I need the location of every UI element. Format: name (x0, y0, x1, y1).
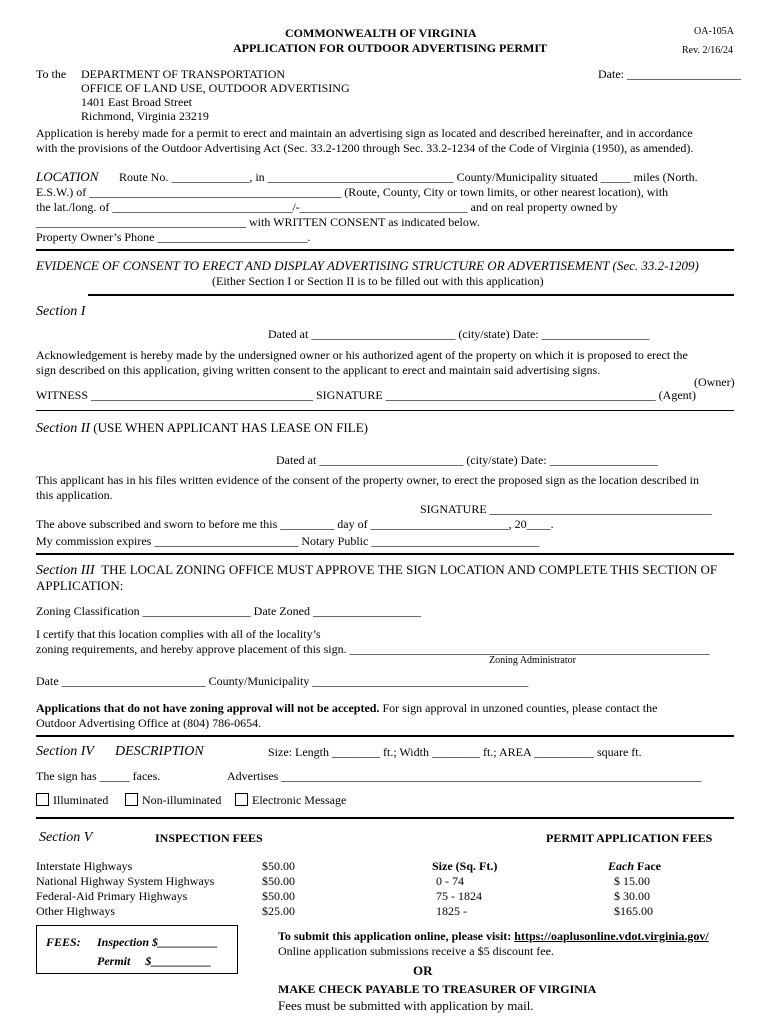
inspection-fees-title: INSPECTION FEES (155, 831, 263, 845)
face-header-rest: Face (634, 859, 661, 873)
form-code: OA-105A (694, 26, 734, 37)
section3-heading-line2: APPLICATION: (36, 578, 124, 593)
online-discount-note: Online application submissions receive a $5 discount fee. (278, 944, 554, 958)
evidence-heading: EVIDENCE OF CONSENT TO ERECT AND DISPLAY ADVERTISING STRUCTURE OR ADVERTISEMENT (Sec. 33.2-1209) (36, 258, 699, 273)
location-line1[interactable]: Route No. _____________, in _______________________________ County/Municipality situated _____ miles (North. (119, 170, 698, 184)
inspection-row-fee: $50.00 (262, 874, 295, 888)
commission-field[interactable]: My commission expires ________________________ Notary Public ____________________________ (36, 534, 540, 548)
zoning-classification-field[interactable]: Zoning Classification __________________ Date Zoned __________________ (36, 604, 421, 618)
date-field[interactable]: Date: ___________________ (598, 67, 741, 81)
permit-row-fee: $ 30.00 (614, 889, 650, 903)
illuminated-option[interactable] (36, 793, 108, 806)
evidence-subheading: (Either Section I or Section II is to be filled out with this application) (212, 274, 544, 288)
permit-row-fee: $ 15.00 (614, 874, 650, 888)
section3-date-field[interactable]: Date ________________________ County/Municipality ____________________________________ (36, 674, 529, 688)
form-title-line1: COMMONWEALTH OF VIRGINIA (285, 26, 477, 40)
inspection-fee-field[interactable]: Inspection $__________ (97, 935, 219, 949)
location-label: LOCATION (36, 169, 99, 184)
section1-dated-field[interactable]: Dated at ________________________ (city/state) Date: __________________ (268, 327, 650, 341)
section2-signature-field[interactable]: SIGNATURE _____________________________________ (420, 502, 712, 516)
advertises-field[interactable]: Advertises ______________________________________________________________________ (227, 769, 702, 783)
section2-text-line2: this application. (36, 488, 113, 502)
divider (36, 249, 734, 251)
certify-line1: I certify that this location complies with all of the locality’s (36, 627, 321, 641)
online-submit-label: To submit this application online, please visit: (278, 929, 515, 943)
revision-date: Rev. 2/16/24 (682, 45, 734, 56)
permit-row-fee: $165.00 (614, 904, 653, 918)
non-illuminated-option[interactable] (125, 793, 221, 806)
inspection-row-highway: Interstate Highways (36, 859, 133, 873)
illuminated-label: Illuminated (53, 793, 109, 807)
fees-label: FEES: (46, 935, 81, 949)
inspection-row-fee: $50.00 (262, 889, 295, 903)
face-header (608, 860, 661, 872)
to-label: To the (36, 67, 67, 81)
address-line4: Richmond, Virginia 23219 (81, 109, 209, 123)
intro-line2: with the provisions of the Outdoor Advertising Act (Sec. 33.2-1200 through Sec. 33.2-1234 of the Code of Virginia (1950), as amended). (36, 141, 694, 155)
permit-row-size: 0 - 74 (436, 874, 464, 888)
non-illuminated-label: Non-illuminated (142, 793, 222, 807)
online-submit-text (278, 930, 709, 942)
section2-dated-field[interactable]: Dated at ________________________ (city/state) Date: __________________ (276, 453, 658, 467)
inspection-row-highway: Other Highways (36, 904, 115, 918)
section2-header (36, 421, 368, 436)
permit-row-size: 75 - 1824 (436, 889, 482, 903)
electronic-message-label: Electronic Message (252, 793, 347, 807)
certify-line2[interactable]: zoning requirements, and hereby approve placement of this sign. ____________________________________________________________ (36, 642, 710, 656)
electronic-message-option[interactable] (235, 793, 346, 806)
section3-label: Section III (36, 563, 95, 578)
electronic-message-checkbox[interactable] (235, 793, 248, 806)
size-header: Size (Sq. Ft.) (432, 859, 498, 873)
section2-label-rest: (USE WHEN APPLICANT HAS LEASE ON FILE) (93, 420, 368, 435)
section1-ack-line2: sign described on this application, giving written consent to the applicant to erect and maintain said advertising signs. (36, 363, 601, 377)
or-label: OR (413, 963, 433, 978)
divider (36, 817, 734, 819)
location-line2[interactable]: E.S.W.) of __________________________________________ (Route, County, City or town limits, or other nearest location), with (36, 185, 669, 199)
mail-fees-note: Fees must be submitted with application by mail. (278, 998, 534, 1013)
faces-field[interactable]: The sign has _____ faces. (36, 769, 161, 783)
sworn-field[interactable]: The above subscribed and sworn to before me this _________ day of _______________________, 20____. (36, 517, 554, 531)
zoning-admin-label: Zoning Administrator (489, 655, 576, 666)
zoning-notice (36, 702, 657, 714)
location-line4[interactable]: ___________________________________ with WRITTEN CONSENT as indicated below. (36, 215, 480, 229)
zoning-notice-bold: Applications that do not have zoning approval will not be accepted. (36, 701, 380, 715)
location-line3[interactable]: the lat./long. of ______________________________/-____________________________ and on real property owned by (36, 200, 618, 214)
divider (88, 294, 734, 296)
permit-fees-title: PERMIT APPLICATION FEES (546, 831, 713, 845)
zoning-notice-line2: Outdoor Advertising Office at (804) 786-0654. (36, 716, 262, 730)
section3-header (36, 563, 717, 578)
permit-row-size: 1825 - (436, 904, 467, 918)
divider (36, 735, 734, 737)
section5-label: Section V (39, 830, 93, 845)
address-line1: DEPARTMENT OF TRANSPORTATION (81, 67, 286, 81)
face-header-each: Each (608, 859, 635, 873)
illuminated-checkbox[interactable] (36, 793, 49, 806)
inspection-row-highway: Federal-Aid Primary Highways (36, 889, 188, 903)
inspection-row-fee: $50.00 (262, 859, 295, 873)
owner-label: (Owner) (694, 375, 735, 389)
inspection-row-fee: $25.00 (262, 904, 295, 918)
online-submit-link[interactable]: https://oaplusonline.vdot.virginia.gov/ (514, 929, 709, 943)
section2-label: Section II (36, 421, 91, 436)
address-line2: OFFICE OF LAND USE, OUTDOOR ADVERTISING (81, 81, 350, 95)
owner-phone-field[interactable]: Property Owner’s Phone _________________________. (36, 230, 311, 244)
zoning-notice-rest: For sign approval in unzoned counties, please contact the (379, 701, 658, 715)
section4-description: DESCRIPTION (115, 744, 204, 759)
form-title-line2: APPLICATION FOR OUTDOOR ADVERTISING PERMIT (233, 41, 548, 55)
divider (36, 553, 734, 555)
inspection-row-highway: National Highway System Highways (36, 874, 215, 888)
section4-label: Section IV (36, 744, 94, 759)
permit-fee-field[interactable]: Permit $__________ (97, 954, 212, 968)
section2-text-line1: This applicant has in his files written evidence of the consent of the property owner, to erect the proposed sign as the location described in (36, 473, 699, 487)
non-illuminated-checkbox[interactable] (125, 793, 138, 806)
section1-label: Section I (36, 304, 86, 319)
divider (36, 410, 734, 411)
intro-line1: Application is hereby made for a permit to erect and maintain an advertising sign as located and described hereinafter, and in accordance (36, 126, 693, 140)
witness-signature-field[interactable]: WITNESS _____________________________________ SIGNATURE _____________________________________________ (Agent) (36, 388, 696, 402)
size-field[interactable]: Size: Length ________ ft.; Width ________ ft.; AREA __________ square ft. (268, 745, 642, 759)
section1-ack-line1: Acknowledgement is hereby made by the undersigned owner or his authorized agent of the property on which it is proposed to erect the (36, 348, 688, 362)
section3-heading-line1: THE LOCAL ZONING OFFICE MUST APPROVE THE SIGN LOCATION AND COMPLETE THIS SECTION OF (101, 562, 718, 577)
address-line3: 1401 East Broad Street (81, 95, 192, 109)
check-payable-text: MAKE CHECK PAYABLE TO TREASURER OF VIRGINIA (278, 982, 597, 996)
